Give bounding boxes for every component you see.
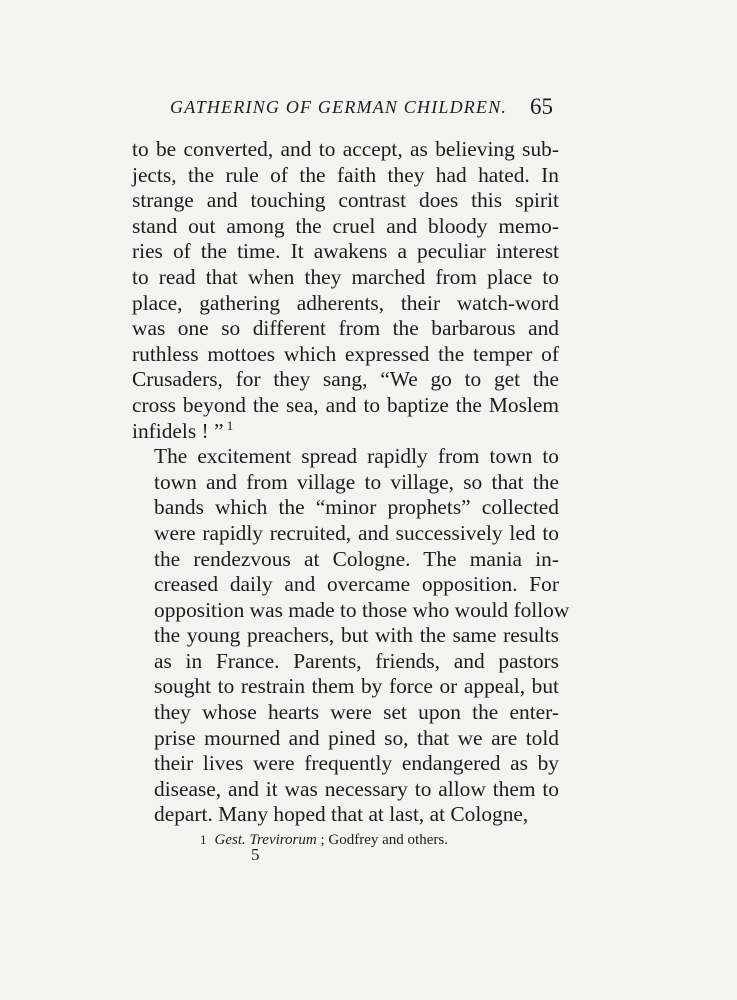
text-line: sought to restrain them by force or appeal, but bbox=[154, 674, 559, 699]
footnote-text: ; Godfrey and others. bbox=[316, 832, 448, 848]
text-line: disease, and it was necessary to allow them to bbox=[154, 776, 559, 801]
running-head bbox=[170, 97, 555, 118]
text-line: ries of the time. It awakens a peculiar interest bbox=[132, 239, 559, 264]
text-line: stand out among the cruel and bloody memo- bbox=[132, 213, 559, 238]
footnote-source: Gest. Trevirorum bbox=[214, 832, 317, 848]
footnote-reference: 1 bbox=[223, 417, 234, 433]
footnote bbox=[200, 832, 448, 849]
text-line: were rapidly recruited, and successively led to bbox=[154, 520, 559, 545]
text-line: creased daily and overcame opposition. For bbox=[154, 572, 559, 597]
text-line: to be converted, and to accept, as believing sub- bbox=[132, 137, 559, 161]
text-line: jects, the rule of the faith they had hated. In bbox=[132, 162, 559, 187]
body-text bbox=[132, 137, 570, 828]
text-line: cross beyond the sea, and to baptize the Moslem bbox=[132, 392, 559, 417]
paragraph bbox=[132, 444, 570, 828]
text-line: infidels ! ” $^1$ bbox=[132, 417, 234, 443]
text-line: was one so different from the barbarous and bbox=[132, 316, 559, 341]
text-line: they whose hearts were set upon the enter- bbox=[154, 700, 559, 725]
footnote-mark: 1 bbox=[200, 832, 207, 847]
text-line: Crusaders, for they sang, “We go to get the bbox=[132, 367, 559, 392]
text-line: prise mourned and pined so, that we are told bbox=[154, 725, 559, 750]
text-line: town and from village to village, so that the bbox=[154, 469, 559, 494]
text-line: strange and touching contrast does this spirit bbox=[132, 188, 559, 213]
text-line: as in France. Parents, friends, and pastors bbox=[154, 648, 559, 673]
text-line: their lives were frequently endangered as by bbox=[154, 751, 559, 776]
signature-mark: 5 bbox=[251, 845, 260, 864]
text-line: place, gathering adherents, their watch-word bbox=[132, 290, 559, 315]
text-line: ruthless mottoes which expressed the temper of bbox=[132, 341, 559, 366]
page-number: 65 bbox=[530, 94, 553, 119]
text-line: the young preachers, but with the same results bbox=[154, 623, 559, 648]
text-line: depart. Many hoped that at last, at Cologne, bbox=[154, 802, 529, 827]
text-line: opposition was made to those who would follow bbox=[154, 597, 570, 622]
text-line: bands which the “minor prophets” collected bbox=[154, 495, 559, 520]
text-line: the rendezvous at Cologne. The mania in- bbox=[154, 546, 559, 571]
paragraph bbox=[132, 137, 559, 444]
running-title: GATHERING OF GERMAN CHILDREN. bbox=[170, 97, 508, 117]
text-line: The excitement spread rapidly from town to bbox=[154, 444, 559, 469]
text-line: to read that when they marched from place to bbox=[132, 264, 559, 289]
